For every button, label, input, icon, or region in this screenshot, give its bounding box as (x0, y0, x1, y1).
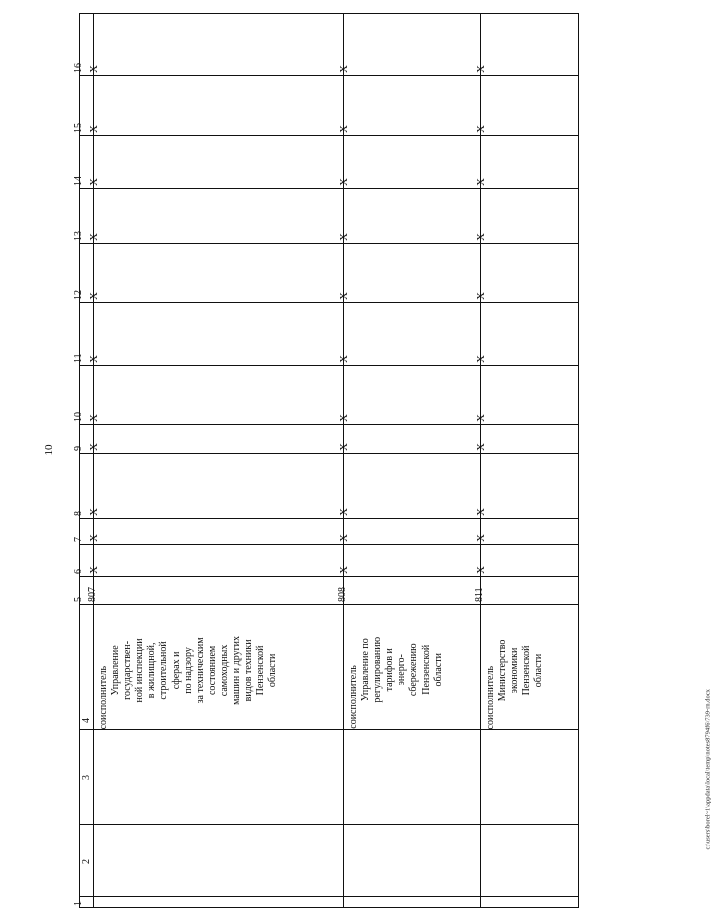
table-cell (344, 605, 481, 730)
table-cell (88, 303, 344, 366)
x-mark: X (475, 414, 487, 422)
budget-code: 808 (337, 587, 348, 602)
table-cell (481, 730, 579, 825)
table-cell (88, 519, 344, 545)
x-mark: X (88, 233, 100, 241)
x-mark: X (475, 125, 487, 133)
table-cell (88, 425, 344, 454)
x-mark: X (338, 443, 350, 451)
table-cell (88, 14, 344, 76)
header-cell (73, 897, 94, 908)
table-cell (474, 577, 579, 605)
table-cell (338, 14, 481, 76)
x-mark: X (338, 125, 350, 133)
table-cell (475, 136, 579, 189)
table-cell (475, 303, 579, 366)
x-mark: X (88, 292, 100, 300)
x-mark: X (338, 508, 350, 516)
table-cell (94, 730, 344, 825)
x-mark: X (338, 65, 350, 73)
column-number: 5 (73, 597, 84, 602)
x-mark: X (475, 65, 487, 73)
table-cell (88, 136, 344, 189)
column-number: 11 (73, 353, 84, 363)
x-mark: X (88, 125, 100, 133)
x-mark: X (338, 233, 350, 241)
table-cell (338, 244, 481, 303)
table-cell (338, 303, 481, 366)
organization-text: соисполнитель Управление по регулированию тарифов и энерго- сбережению Пензенской области (348, 637, 444, 729)
table-row (80, 425, 579, 454)
table-cell (337, 577, 481, 605)
table-cell (481, 825, 579, 897)
table-row (80, 76, 579, 136)
column-number: 3 (81, 775, 92, 780)
table-cell (338, 76, 481, 136)
budget-code: 807 (87, 587, 98, 602)
x-mark: X (338, 355, 350, 363)
table-cell (344, 730, 481, 825)
x-mark: X (338, 566, 350, 574)
table-row (80, 577, 579, 605)
x-mark: X (88, 355, 100, 363)
x-mark: X (475, 355, 487, 363)
table-cell (87, 577, 344, 605)
x-mark: X (338, 534, 350, 542)
table-row (80, 897, 579, 908)
x-mark: X (475, 178, 487, 186)
column-number: 2 (81, 859, 92, 864)
table-cell (88, 366, 344, 425)
page-number: 10 (43, 444, 55, 456)
table-row (80, 14, 579, 76)
data-table (73, 13, 579, 908)
table-cell (338, 189, 481, 244)
table-cell (338, 545, 481, 577)
organization-text: соисполнитель Управление государствен- ной инспекции в жилищной, строительной сферах и по надзору за техническим состоянием самоходных машин и других видов техники Пензенской области (98, 635, 279, 729)
table-cell (475, 545, 579, 577)
x-mark: X (338, 414, 350, 422)
x-mark: X (338, 292, 350, 300)
table-cell (94, 605, 344, 730)
x-mark: X (88, 65, 100, 73)
column-number: 14 (73, 176, 84, 186)
x-mark: X (88, 534, 100, 542)
table-cell (475, 14, 579, 76)
table-cell (338, 425, 481, 454)
table-row (80, 366, 579, 425)
column-number: 7 (73, 537, 84, 542)
table-cell (338, 519, 481, 545)
table-cell (338, 136, 481, 189)
column-number: 4 (81, 718, 92, 723)
table-cell (338, 454, 481, 519)
table-row (80, 454, 579, 519)
organization-text: соисполнитель Министерство экономики Пензенской области (485, 639, 545, 729)
table-row (80, 244, 579, 303)
table-cell (475, 366, 579, 425)
table-row (80, 730, 579, 825)
x-mark: X (475, 566, 487, 574)
header-cell (80, 605, 94, 730)
x-mark: X (475, 534, 487, 542)
table-row (80, 519, 579, 545)
header-cell (80, 825, 94, 897)
column-number: 1 (73, 901, 84, 906)
table-cell (475, 76, 579, 136)
table-row (80, 136, 579, 189)
table-cell (88, 244, 344, 303)
table-cell (344, 897, 481, 908)
table-cell (475, 519, 579, 545)
column-number: 16 (73, 63, 84, 73)
column-number: 15 (73, 123, 84, 133)
table-cell (88, 76, 344, 136)
table-cell (475, 425, 579, 454)
column-number: 13 (73, 231, 84, 241)
table-cell (88, 545, 344, 577)
budget-code: 811 (474, 587, 485, 602)
x-mark: X (88, 443, 100, 451)
x-mark: X (475, 443, 487, 451)
table-cell (475, 454, 579, 519)
table-cell (94, 825, 344, 897)
x-mark: X (475, 508, 487, 516)
column-number: 8 (73, 511, 84, 516)
table-cell (481, 897, 579, 908)
footer-file-path: c:\users\borel~1\appdata\local\temp\notes8794f6\739-rn.docx (704, 689, 712, 850)
x-mark: X (88, 566, 100, 574)
x-mark: X (88, 508, 100, 516)
table-row (80, 189, 579, 244)
table-cell (88, 189, 344, 244)
table-row (80, 303, 579, 366)
x-mark: X (338, 178, 350, 186)
header-cell (80, 730, 94, 825)
x-mark: X (88, 178, 100, 186)
column-number: 9 (73, 446, 84, 451)
x-mark: X (475, 233, 487, 241)
table-row (80, 605, 579, 730)
table-cell (475, 244, 579, 303)
table-cell (475, 189, 579, 244)
table-cell (94, 897, 344, 908)
table-cell (338, 366, 481, 425)
x-mark: X (475, 292, 487, 300)
column-number: 6 (73, 569, 84, 574)
table-cell (88, 454, 344, 519)
x-mark: X (88, 414, 100, 422)
table-cell (481, 605, 579, 730)
column-number: 10 (73, 412, 84, 422)
column-number: 12 (73, 290, 84, 300)
table-row (80, 545, 579, 577)
table-cell (344, 825, 481, 897)
table-row (80, 825, 579, 897)
